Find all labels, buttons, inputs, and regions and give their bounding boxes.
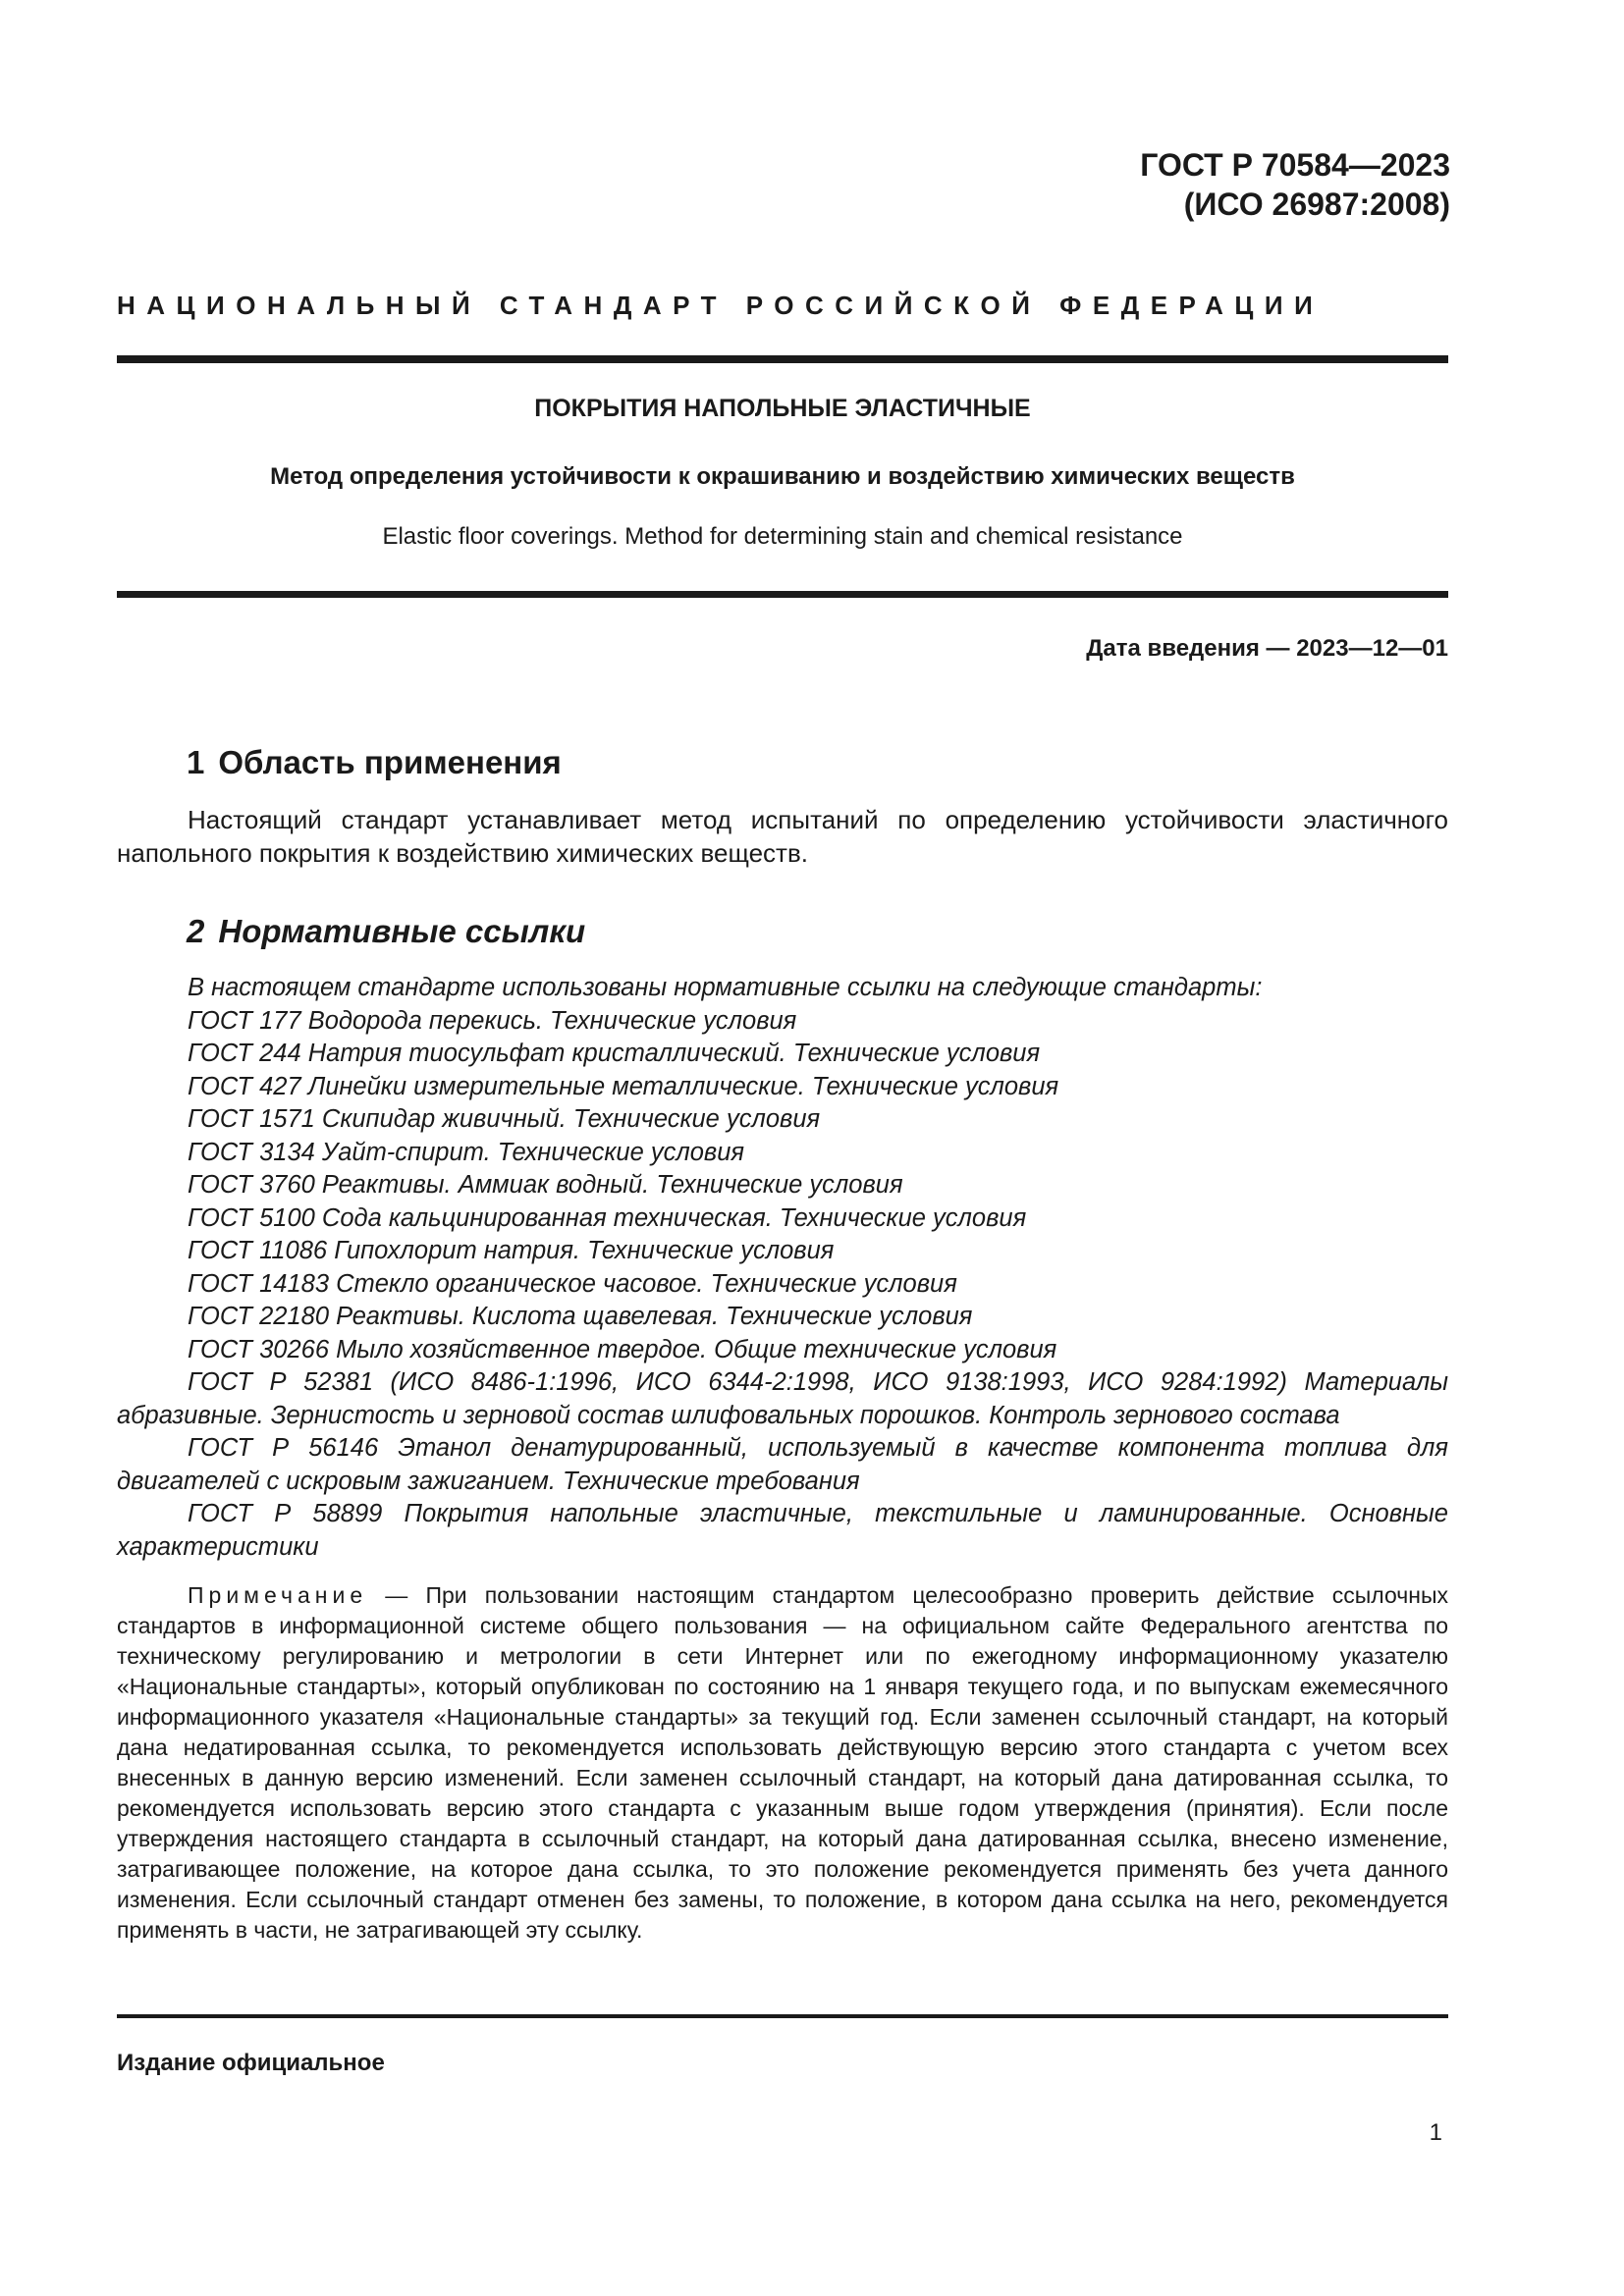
reference-item: ГОСТ 14183 Стекло органическое часовое. Технические условия xyxy=(188,1269,957,1298)
footer-rule xyxy=(117,2014,1448,2018)
english-title: Elastic floor coverings. Method for determining stain and chemical resistance xyxy=(382,523,1183,550)
references-note xyxy=(117,1580,1448,1946)
section-2-heading xyxy=(187,913,585,950)
reference-item: ГОСТ Р 56146 Этанол денатурированный, используемый в качестве компонента топлива для двигателей с искровым зажиганием. Технические требования xyxy=(117,1434,1448,1495)
note-text: — При пользовании настоящим стандартом целесообразно проверить действие ссылочных стандартов в информационной системе общего пользования — на официальном сайте Федерального агентства по техническому регулированию и метрологии в сети Интернет или по ежегодному информационному указателю «Национальные стандарты», который опубликован по состоянию на 1 января текущего года, и по выпускам ежемесячного информационного указателя «Национальные стандарты» за текущий год. Если заменен ссылочный стандарт, на который дана недатированная ссылка, то рекомендуется использовать действующую версию этого стандарта с учетом всех внесенных в данную версию изменений. Если заменен ссылочный стандарт, на который дана датированная ссылка, то рекомендуется использовать версию этого стандарта с указанным выше годом утверждения (принятия). Если после утверждения настоящего стандарта в ссылочный стандарт, на который дана датированная ссылка, внесено изменение, затрагивающее положение, на которое дана ссылка, то это положение рекомендуется применять без учета данного изменения. Если ссылочный стандарт отменен без замены, то положение, в котором дана ссылка на него, рекомендуется применять в части, не затрагивающей эту ссылку. xyxy=(117,1582,1448,1943)
reference-item: ГОСТ 5100 Сода кальцинированная техническая. Технические условия xyxy=(188,1203,1027,1232)
reference-item: ГОСТ Р 58899 Покрытия напольные эластичные, текстильные и ламинированные. Основные характеристики xyxy=(117,1500,1448,1561)
reference-item: ГОСТ 3134 Уайт-спирит. Технические условия xyxy=(188,1138,745,1166)
document-subtitle: Метод определения устойчивости к окрашиванию и воздействию химических веществ xyxy=(270,463,1295,490)
title-rule xyxy=(117,591,1448,598)
section-1-heading xyxy=(187,744,562,781)
official-edition-label: Издание официальное xyxy=(117,2050,385,2076)
reference-item: ГОСТ 30266 Мыло хозяйственное твердое. Общие технические условия xyxy=(188,1335,1057,1363)
references-intro: В настоящем стандарте использованы нормативные ссылки на следующие стандарты: xyxy=(188,974,1263,1001)
standard-number: ГОСТ Р 70584—2023 xyxy=(1140,147,1450,183)
section-1-number: 1 xyxy=(187,744,205,780)
section-2-title: Нормативные ссылки xyxy=(218,913,586,949)
national-standard-banner: НАЦИОНАЛЬНЫЙ СТАНДАРТ РОССИЙСКОЙ ФЕДЕРАЦИИ xyxy=(117,291,1325,320)
reference-item: ГОСТ 244 Натрия тиосульфат кристаллический. Технические условия xyxy=(188,1040,1041,1067)
page-number: 1 xyxy=(1429,2119,1442,2146)
reference-item: ГОСТ 1571 Скипидар живичный. Технические условия xyxy=(188,1105,821,1133)
section-1-text: Настоящий стандарт устанавливает метод испытаний по определению устойчивости эластичного напольного покрытия к воздействию химических веществ. xyxy=(117,805,1448,868)
note-label: Примечание xyxy=(188,1582,368,1608)
section-1-title: Область применения xyxy=(218,744,562,780)
normative-references xyxy=(117,972,1448,1564)
reference-item: ГОСТ Р 52381 (ИСО 8486-1:1996, ИСО 6344-2:1998, ИСО 9138:1993, ИСО 9284:1992) Материалы абразивные. Зернистость и зерновой состав шлифовальных порошков. Контроль зернового состава xyxy=(117,1368,1448,1429)
reference-item: ГОСТ 427 Линейки измерительные металлические. Технические условия xyxy=(188,1072,1059,1100)
reference-item: ГОСТ 22180 Реактивы. Кислота щавелевая. Технические условия xyxy=(188,1303,973,1330)
iso-reference: (ИСО 26987:2008) xyxy=(1183,187,1450,222)
standard-designation xyxy=(1140,145,1450,224)
introduction-date: Дата введения — 2023—12—01 xyxy=(1086,635,1448,662)
reference-item: ГОСТ 3760 Реактивы. Аммиак водный. Технические условия xyxy=(188,1171,903,1199)
reference-item: ГОСТ 177 Водорода перекись. Технические условия xyxy=(188,1006,797,1035)
top-rule xyxy=(117,355,1448,363)
reference-item: ГОСТ 11086 Гипохлорит натрия. Технические условия xyxy=(188,1237,835,1264)
section-2-number: 2 xyxy=(187,913,205,949)
document-title: ПОКРЫТИЯ НАПОЛЬНЫЕ ЭЛАСТИЧНЫЕ xyxy=(534,395,1031,422)
